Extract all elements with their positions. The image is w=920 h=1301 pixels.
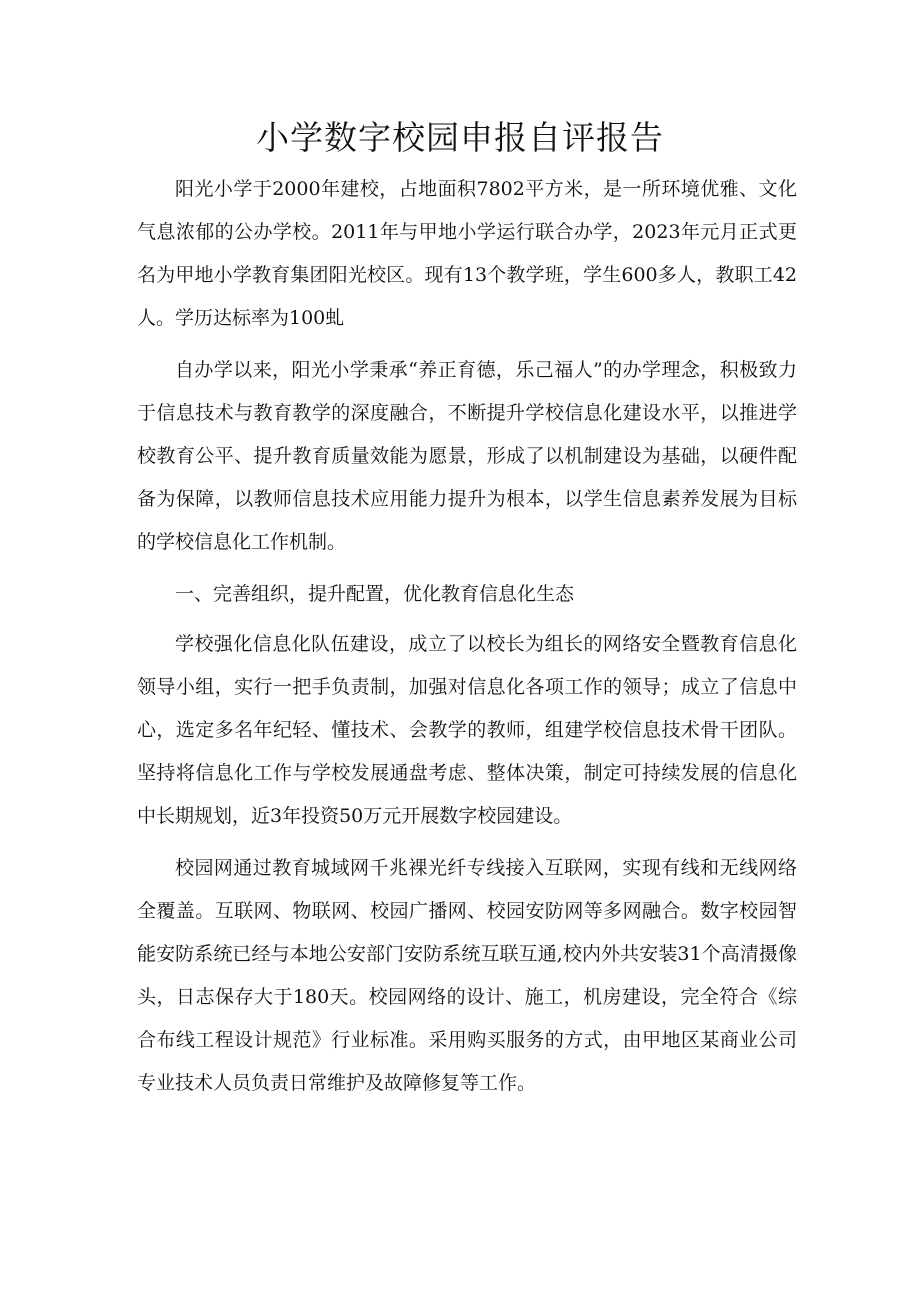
paragraph-philosophy: 自办学以来，阳光小学秉承“养正育德，乐己福人”的办学理念，积极致力于信息技术与教育教学的深度融合，不断提升学校信息化建设水平，以推进学校教育公平、提升教育质量效能为愿景，形成了以机制建设为基础，以硬件配备为保障，以教师信息技术应用能力提升为根本，以学生信息素养发展为目标的学校信息化工作机制。 [137,359,797,553]
document-title: 小学数字校园申报自评报告 [256,118,664,157]
paragraph-network: 校园网通过教育城域网千兆裸光纤专线接入互联网，实现有线和无线网络全覆盖。互联网、物联网、校园广播网、校园安防网等多网融合。数字校园智能安防系统已经与本地公安部门安防系统互联互通,校内外共安装31个高清摄像头，日志保存大于180天。校园网络的设计、施工，机房建设，完全符合《综合布线工程设计规范》行业标准。采用购买服务的方式，由甲地区某商业公司专业技术人员负责日常维护及故障修复等工作。 [137,857,797,1094]
section-heading-1: 一、完善组织，提升配置，优化教育信息化生态 [175,583,575,605]
paragraph-school-intro: 阳光小学于2000年建校，占地面积7802平方米，是一所环境优雅、文化气息浓郁的公办学校。2011年与甲地小学运行联合办学，2023年元月正式更名为甲地小学教育集团阳光校区。现有13个教学班，学生600多人，教职工42人。学历达标率为100虬 [137,178,797,329]
document-body [137,168,797,1114]
paragraph-team-building: 学校强化信息化队伍建设，成立了以校长为组长的网络安全暨教育信息化领导小组，实行一把手负责制，加强对信息化各项工作的领导；成立了信息中心，选定多名年纪轻、懂技术、会教学的教师，组建学校信息技术骨干团队。坚持将信息化工作与学校发展通盘考虑、整体决策，制定可持续发展的信息化中长期规划，近3年投资50万元开展数字校园建设。 [137,633,797,827]
